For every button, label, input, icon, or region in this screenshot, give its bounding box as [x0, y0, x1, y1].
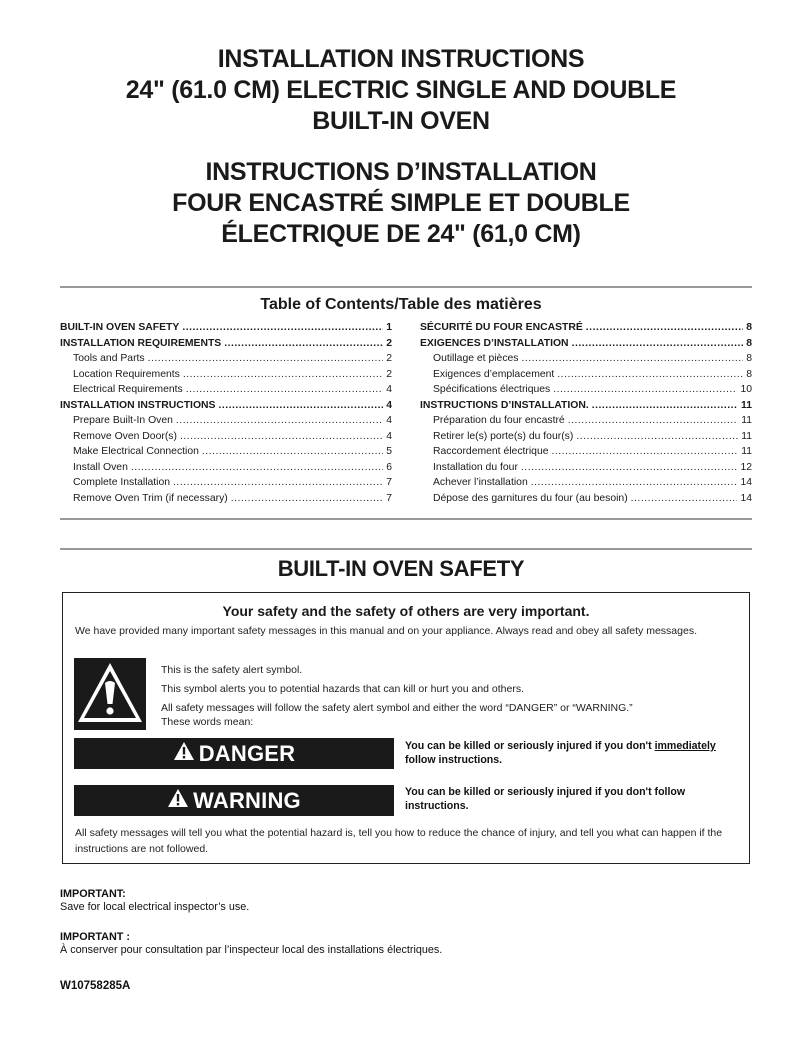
title-fr-line-2: FOUR ENCASTRÉ SIMPLE ET DOUBLE	[172, 189, 630, 217]
toc-entry[interactable]: Install Oven ..... 6	[60, 460, 392, 476]
warning-label: WARNING	[193, 787, 301, 813]
title-en-line-1: INSTALLATION INSTRUCTIONS	[217, 45, 585, 73]
toc-entry[interactable]: INSTRUCTIONS D’INSTALLATION. ..... 11	[420, 398, 752, 414]
toc-entry[interactable]: Remove Oven Trim (if necessary) ..... 7	[60, 491, 392, 507]
important-fr-label: IMPORTANT :	[60, 931, 130, 943]
toc-entry[interactable]: Location Requirements ..... 2	[60, 367, 392, 383]
danger-message: You can be killed or seriously injured if you don't immediately follow instructions.	[405, 740, 716, 766]
toc-bottom-rule	[60, 518, 752, 520]
warning-signal	[74, 785, 394, 816]
warning-message: You can be killed or seriously injured if you don't follow instructions.	[405, 786, 686, 812]
toc-entry[interactable]: Raccordement électrique ..... 11	[420, 444, 752, 460]
toc-heading: Table of Contents/Table des matières	[260, 296, 542, 313]
toc-entry[interactable]: Spécifications électriques ..... 10	[420, 382, 752, 398]
warning-triangle-icon	[167, 788, 189, 814]
safety-box-heading: Your safety and the safety of others are very important.	[222, 603, 590, 619]
danger-signal	[74, 738, 394, 769]
title-en-line-2: 24" (61.0 CM) ELECTRIC SINGLE AND DOUBLE	[125, 76, 677, 104]
alert-line: This is the safety alert symbol.	[161, 664, 303, 676]
alert-line: All safety messages will follow the safety alert symbol and either the word “DANGER” or “WARNING.”	[161, 702, 633, 714]
toc-entry[interactable]: INSTALLATION REQUIREMENTS ..... 2	[60, 336, 392, 352]
section-title: BUILT-IN OVEN SAFETY	[277, 556, 525, 581]
danger-label: DANGER	[198, 740, 296, 766]
toc-entry[interactable]: INSTALLATION INSTRUCTIONS ..... 4	[60, 398, 392, 414]
toc-entry[interactable]: SÉCURITÉ DU FOUR ENCASTRÉ ..... 8	[420, 320, 752, 336]
toc-english-column	[60, 320, 392, 506]
toc-entry[interactable]: Dépose des garnitures du four (au besoin) ..... 14	[420, 491, 752, 507]
title-fr-line-3: ÉLECTRIQUE DE 24" (61,0 CM)	[221, 220, 581, 248]
safety-footer: All safety messages will tell you what the potential hazard is, tell you how to reduce the chance of injury, and tell you what can happen if the instructions are not followed.	[75, 827, 723, 855]
important-fr-text: À conserver pour consultation par l’inspecteur local des installations électriques.	[60, 944, 443, 956]
safety-intro: We have provided many important safety messages in this manual and on your appliance. Always read and obey all safety messages.	[75, 625, 697, 637]
toc-entry[interactable]: Electrical Requirements ..... 4	[60, 382, 392, 398]
toc-entry[interactable]: Outillage et pièces ..... 8	[420, 351, 752, 367]
document-title	[0, 44, 802, 250]
toc-entry[interactable]: Installation du four ..... 12	[420, 460, 752, 476]
toc-entry[interactable]: Achever l’installation ..... 14	[420, 475, 752, 491]
toc-entry[interactable]: BUILT-IN OVEN SAFETY ..... 1	[60, 320, 392, 336]
important-en-label: IMPORTANT:	[60, 888, 126, 900]
document-number: W10758285A	[60, 980, 131, 992]
toc-entry[interactable]: Tools and Parts ..... 2	[60, 351, 392, 367]
warning-triangle-icon	[173, 741, 195, 767]
section-rule	[60, 548, 752, 550]
safety-box	[62, 592, 750, 864]
toc-entry[interactable]: Prepare Built-In Oven ..... 4	[60, 413, 392, 429]
toc-french-column	[420, 320, 752, 506]
toc-entry[interactable]: Complete Installation ..... 7	[60, 475, 392, 491]
important-en	[60, 888, 249, 914]
toc-entry[interactable]: EXIGENCES D’INSTALLATION ..... 8	[420, 336, 752, 352]
safety-alert-icon	[74, 658, 146, 730]
important-en-text: Save for local electrical inspector’s use.	[60, 901, 250, 913]
alert-line: These words mean:	[161, 716, 254, 728]
title-en-line-3: BUILT-IN OVEN	[312, 107, 490, 135]
toc-top-rule	[60, 286, 752, 288]
toc-entry[interactable]: Make Electrical Connection ..... 5	[60, 444, 392, 460]
important-fr	[60, 931, 442, 957]
alert-line: This symbol alerts you to potential hazards that can kill or hurt you and others.	[161, 683, 525, 695]
toc-entry[interactable]: Exigences d’emplacement ..... 8	[420, 367, 752, 383]
toc-entry[interactable]: Préparation du four encastré ..... 11	[420, 413, 752, 429]
toc-entry[interactable]: Retirer le(s) porte(s) du four(s) ..... 11	[420, 429, 752, 445]
title-fr-line-1: INSTRUCTIONS D’INSTALLATION	[205, 158, 597, 186]
toc-entry[interactable]: Remove Oven Door(s) ..... 4	[60, 429, 392, 445]
